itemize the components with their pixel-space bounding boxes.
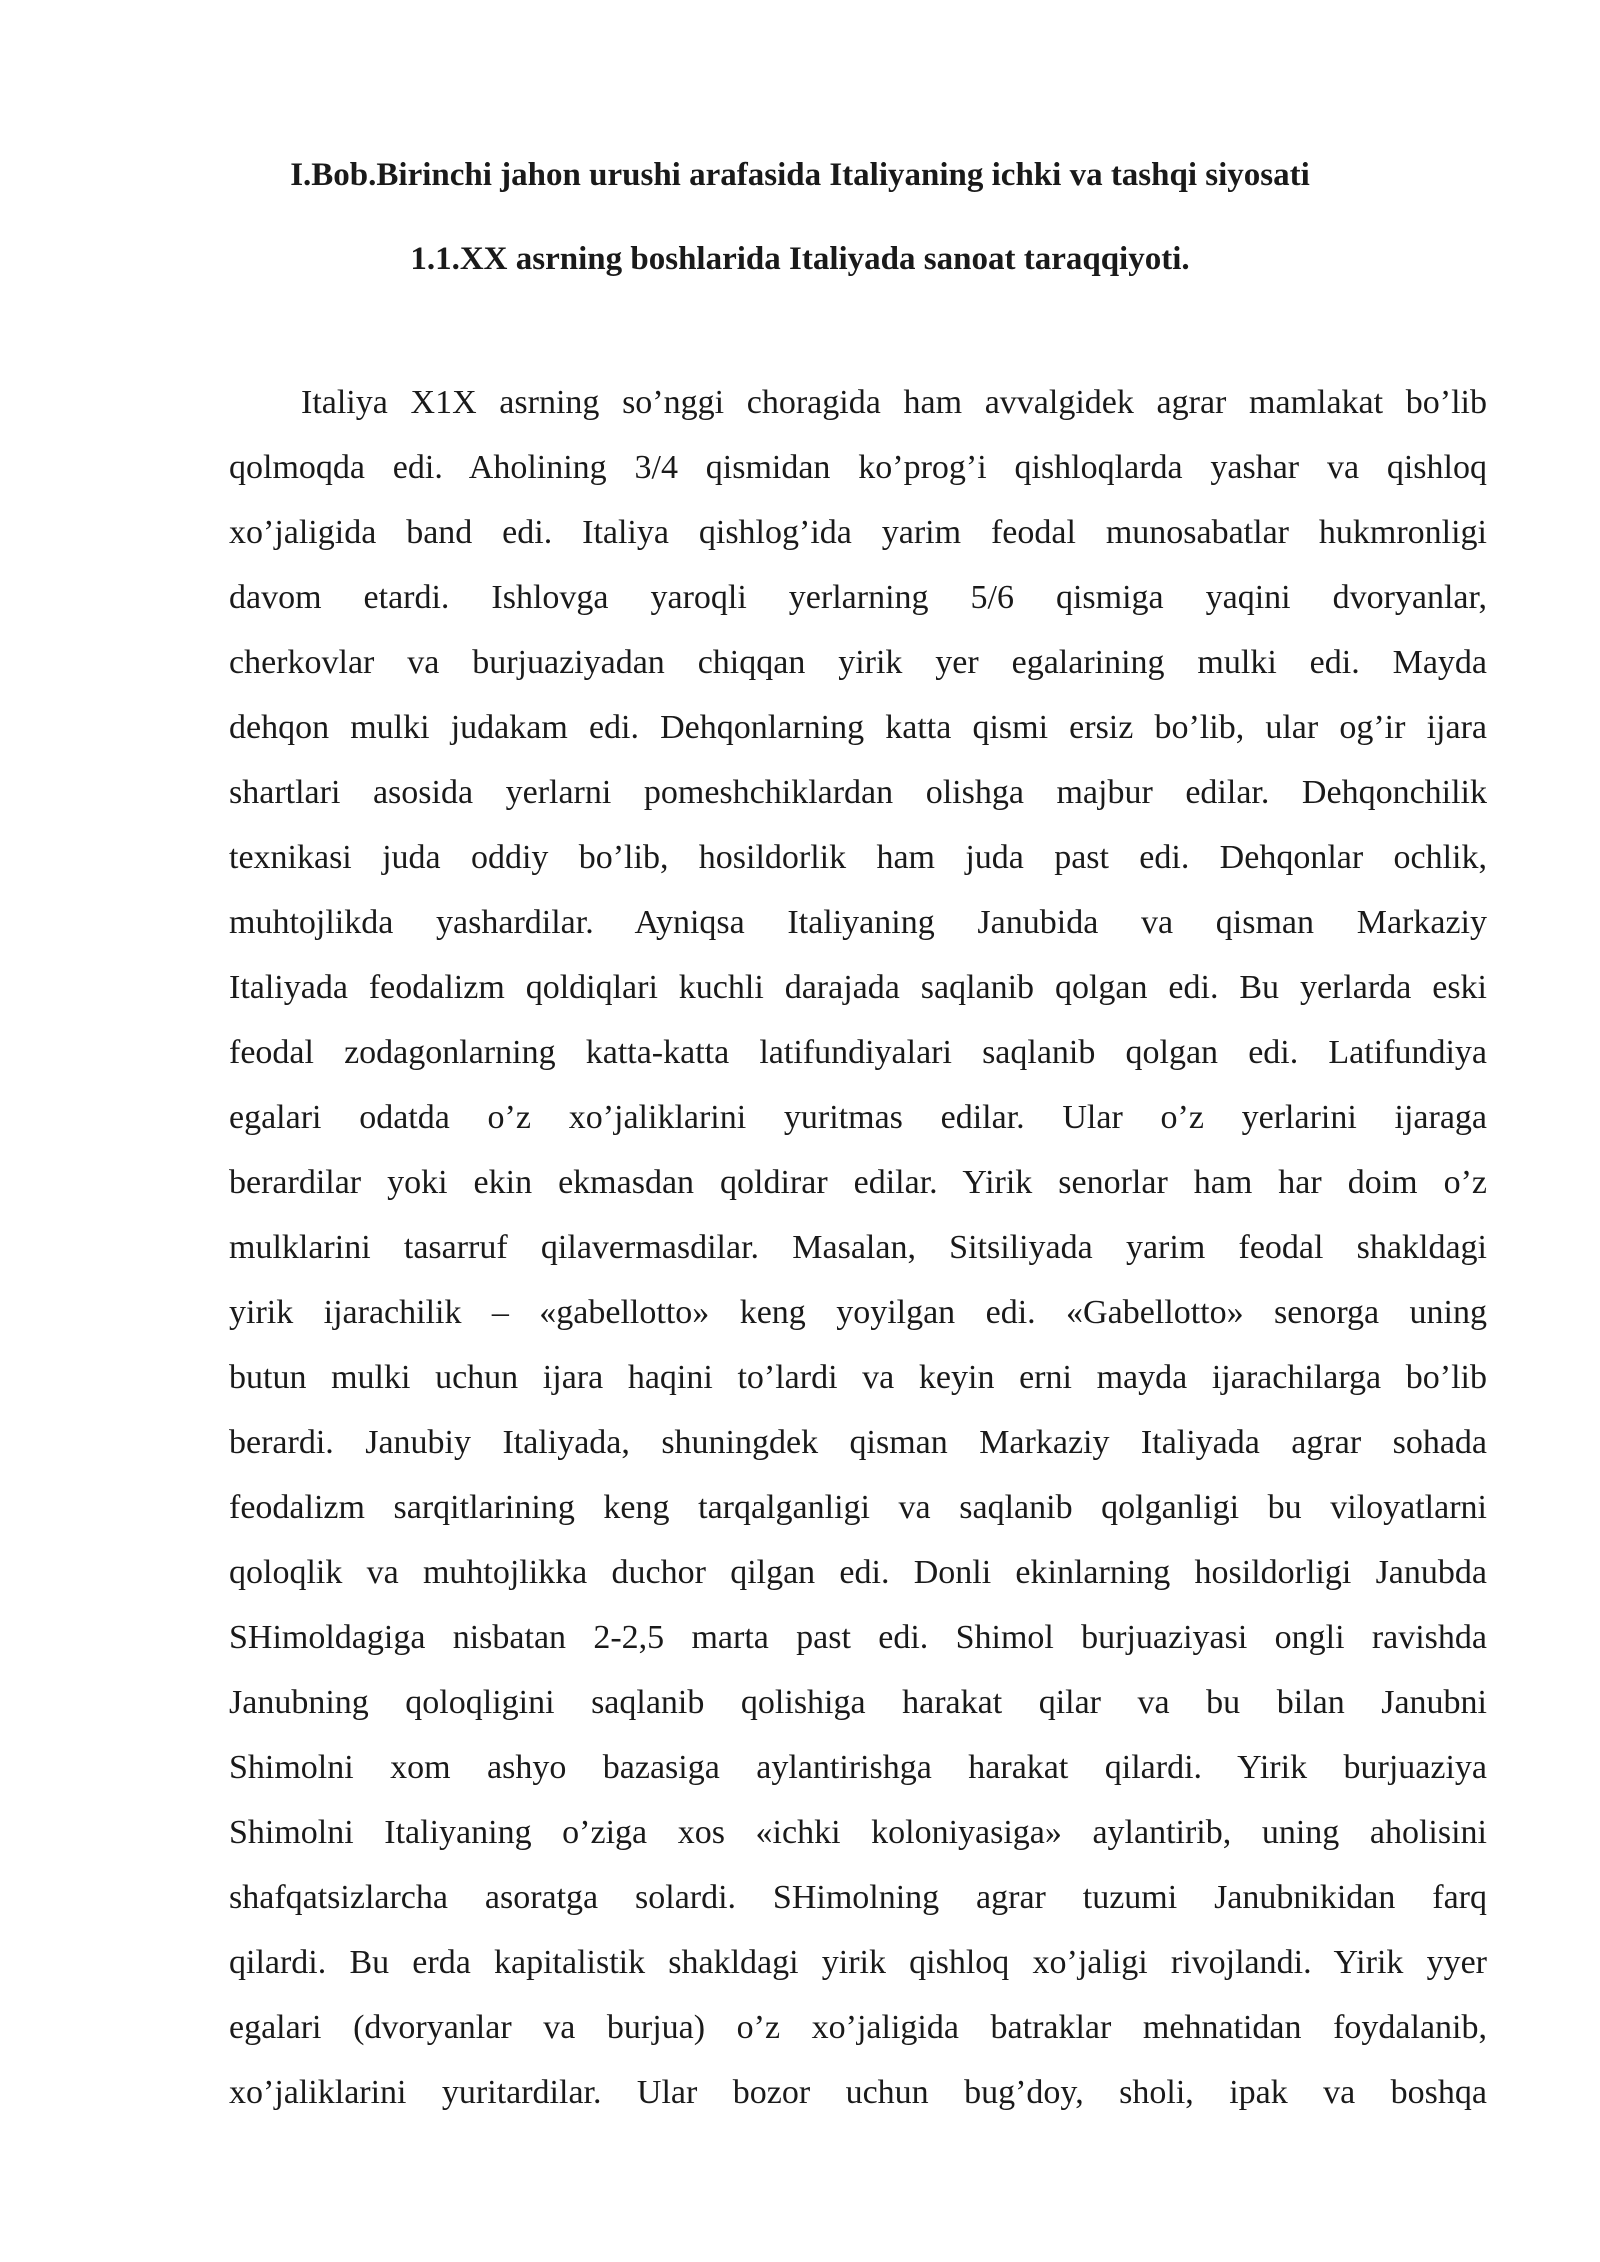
paragraph-line: feodalizm sarqitlarining keng tarqalganligi va saqlanib qolganligi bu viloyatlarni (229, 1489, 1487, 1526)
chapter-title: I.Bob.Birinchi jahon urushi arafasida Italiyaning ichki va tashqi siyosati (290, 157, 1310, 193)
paragraph-line: berardilar yoki ekin ekmasdan qoldirar edilar. Yirik senorlar ham har doim o’z (229, 1164, 1487, 1201)
paragraph-line: SHimoldagiga nisbatan 2-2,5 marta past edi. Shimol burjuaziyasi ongli ravishda (229, 1619, 1487, 1656)
paragraph-line: egalari (dvoryanlar va burjua) o’z xo’jaligida batraklar mehnatidan foydalanib, (229, 2009, 1487, 2046)
paragraph-line: xo’jaligida band edi. Italiya qishlog’ida yarim feodal munosabatlar hukmronligi (229, 514, 1487, 551)
paragraph-line: mulklarini tasarruf qilavermasdilar. Masalan, Sitsiliyada yarim feodal shakldagi (229, 1229, 1487, 1266)
paragraph-line: shafqatsizlarcha asoratga solardi. SHimolning agrar tuzumi Janubnikidan farq (229, 1879, 1487, 1916)
paragraph-line: Italiya X1X asrning so’nggi choragida ham avvalgidek agrar mamlakat bo’lib (301, 384, 1487, 421)
paragraph-line: muhtojlikda yashardilar. Ayniqsa Italiyaning Janubida va qisman Markaziy (229, 904, 1487, 941)
paragraph-line: Shimolni Italiyaning o’ziga xos «ichki koloniyasiga» aylantirib, uning aholisini (229, 1814, 1487, 1851)
paragraph-line: qolmoqda edi. Aholining 3/4 qismidan ko’prog’i qishloqlarda yashar va qishloq (229, 449, 1487, 486)
paragraph-line: davom etardi. Ishlovga yaroqli yerlarning 5/6 qismiga yaqini dvoryanlar, (229, 579, 1487, 616)
paragraph-line: butun mulki uchun ijara haqini to’lardi va keyin erni mayda ijarachilarga bo’lib (229, 1359, 1487, 1396)
paragraph-line: dehqon mulki judakam edi. Dehqonlarning katta qismi ersiz bo’lib, ular og’ir ijara (229, 709, 1487, 746)
paragraph-line: qoloqlik va muhtojlikka duchor qilgan edi. Donli ekinlarning hosildorligi Janubda (229, 1554, 1487, 1591)
paragraph-line: Janubning qoloqligini saqlanib qolishiga harakat qilar va bu bilan Janubni (229, 1684, 1487, 1721)
paragraph-line: shartlari asosida yerlarni pomeshchiklardan olishga majbur edilar. Dehqonchilik (229, 774, 1487, 811)
paragraph-line: Italiyada feodalizm qoldiqlari kuchli darajada saqlanib qolgan edi. Bu yerlarda eski (229, 969, 1487, 1006)
paragraph-line: Shimolni xom ashyo bazasiga aylantirishga harakat qilardi. Yirik burjuaziya (229, 1749, 1487, 1786)
paragraph-line: berardi. Janubiy Italiyada, shuningdek qisman Markaziy Italiyada agrar sohada (229, 1424, 1487, 1461)
paragraph-line: feodal zodagonlarning katta-katta latifundiyalari saqlanib qolgan edi. Latifundiya (229, 1034, 1487, 1071)
paragraph-line: yirik ijarachilik – «gabellotto» keng yoyilgan edi. «Gabellotto» senorga uning (229, 1294, 1487, 1331)
body-paragraph (229, 370, 1487, 2125)
section-title: 1.1.XX asrning boshlarida Italiyada sanoat taraqqiyoti. (410, 241, 1190, 277)
paragraph-line: egalari odatda o’z xo’jaliklarini yuritmas edilar. Ular o’z yerlarini ijaraga (229, 1099, 1487, 1136)
paragraph-line: cherkovlar va burjuaziyadan chiqqan yirik yer egalarining mulki edi. Mayda (229, 644, 1487, 681)
paragraph-line: texnikasi juda oddiy bo’lib, hosildorlik ham juda past edi. Dehqonlar ochlik, (229, 839, 1487, 876)
paragraph-line: qilardi. Bu erda kapitalistik shakldagi yirik qishloq xo’jaligi rivojlandi. Yirik yyer (229, 1944, 1487, 1981)
paragraph-line: xo’jaliklarini yuritardilar. Ular bozor uchun bug’doy, sholi, ipak va boshqa (229, 2074, 1487, 2111)
